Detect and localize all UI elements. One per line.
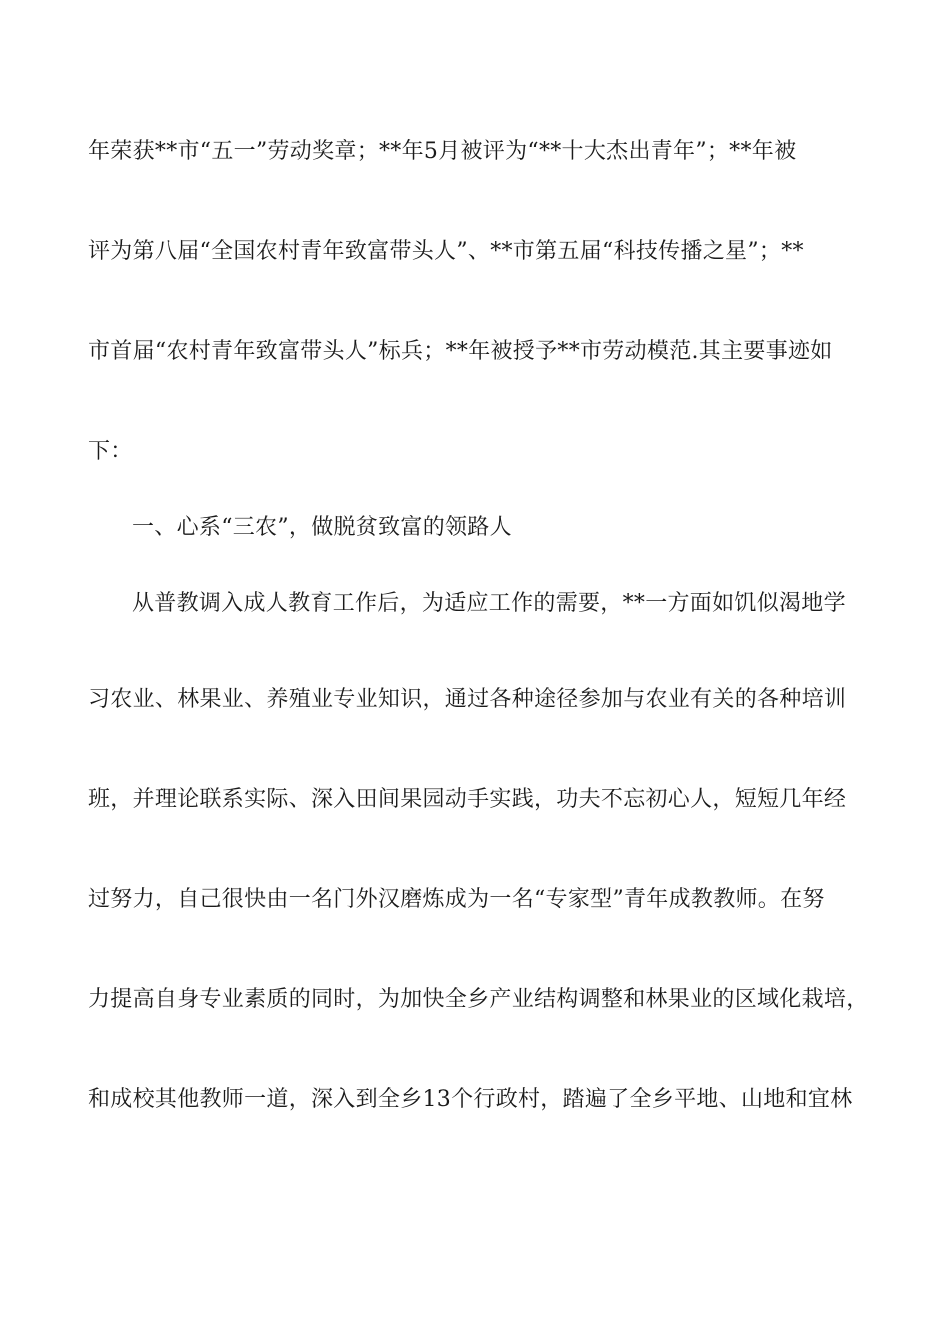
body-text-line: 市首届“农村青年致富带头人”标兵；**年被授予**市劳动模范.其主要事迹如 [88, 339, 833, 364]
body-text-line: 力提高自身专业素质的同时，为加快全乡产业结构调整和林果业的区域化栽培， [88, 987, 869, 1012]
section-heading: 一、心系“三农”，做脱贫致富的领路人 [132, 515, 512, 540]
body-text-line: 下： [88, 439, 133, 464]
paragraph-first-line: 从普教调入成人教育工作后，为适应工作的需要，**一方面如饥似渴地学 [132, 591, 846, 616]
body-text-line: 过努力，自己很快由一名门外汉磨炼成为一名“专家型”青年成教教师。在努 [88, 887, 825, 912]
body-text-line: 年荣获**市“五一”劳动奖章；**年5月被评为“**十大杰出青年”；**年被 [88, 139, 797, 164]
body-text-line: 评为第八届“全国农村青年致富带头人”、**市第五届“科技传播之星”；** [88, 239, 804, 264]
body-text-line: 班，并理论联系实际、深入田间果园动手实践，功夫不忘初心人，短短几年经 [88, 787, 847, 812]
body-text-line: 习农业、林果业、养殖业专业知识，通过各种途径参加与农业有关的各种培训 [88, 687, 847, 712]
body-text-line: 和成校其他教师一道，深入到全乡13个行政村，踏遍了全乡平地、山地和宜林 [88, 1087, 853, 1112]
